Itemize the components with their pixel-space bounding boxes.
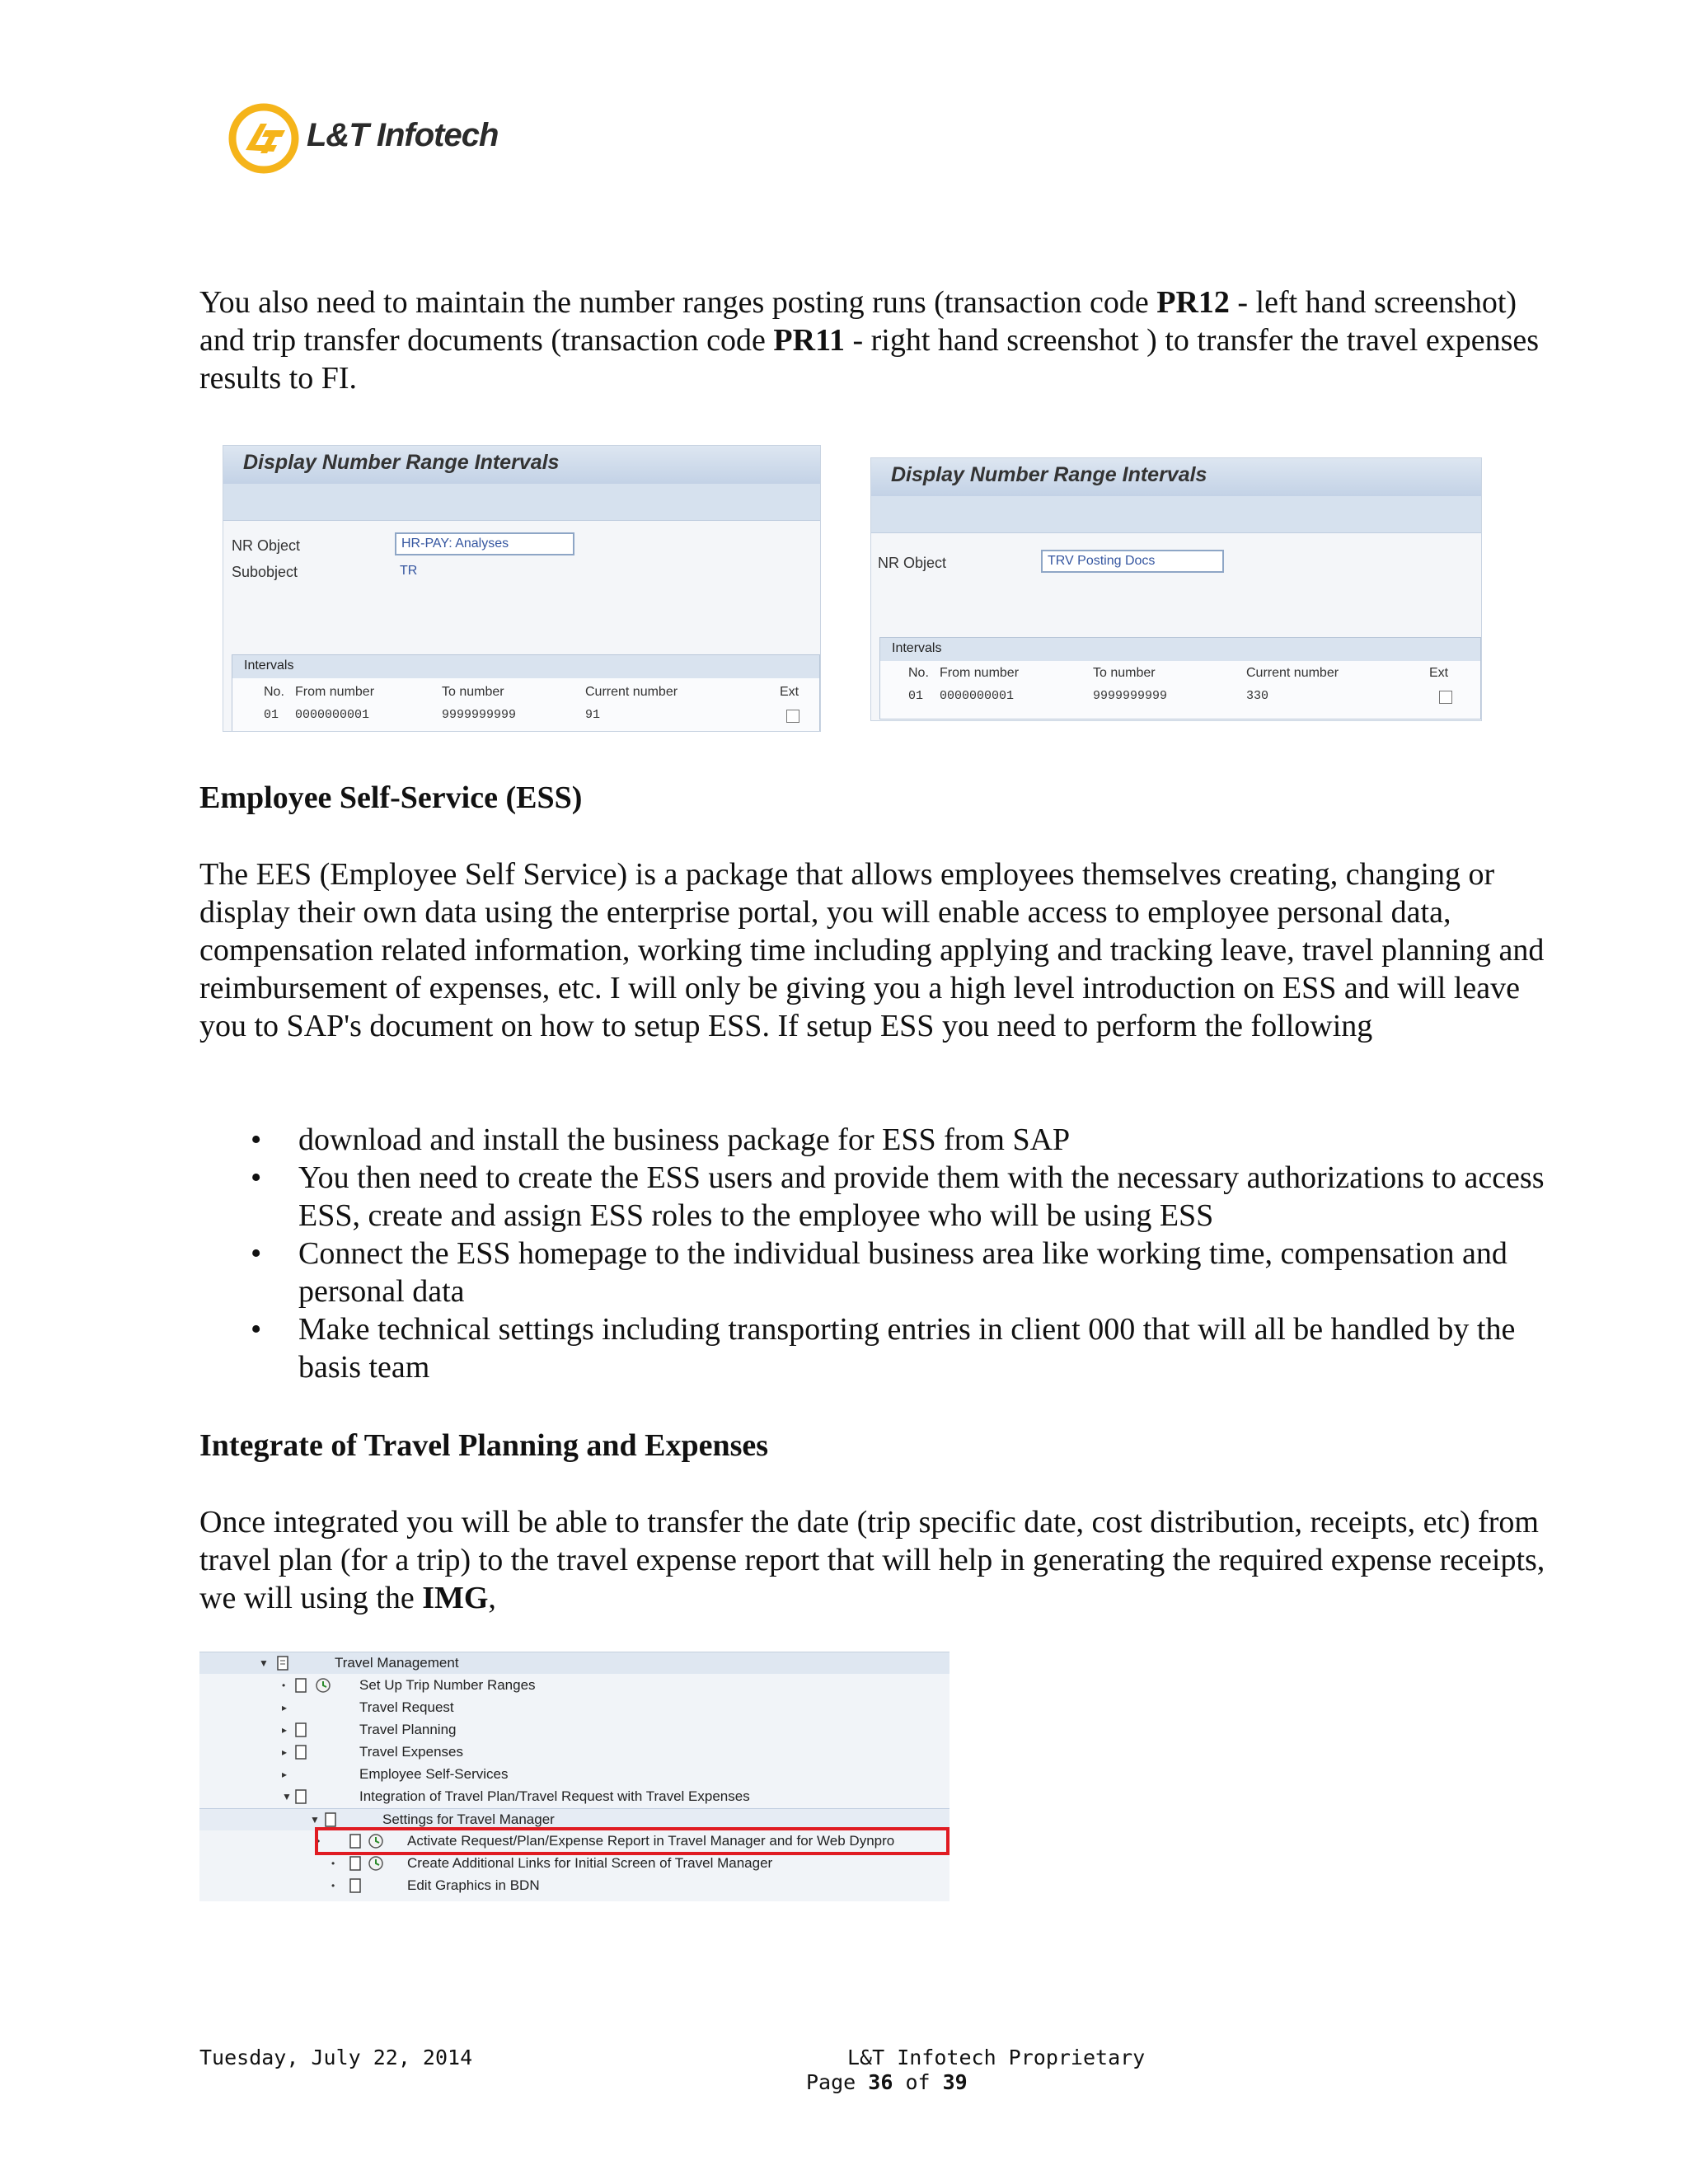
integrate-text-2: , <box>488 1581 496 1615</box>
bullet-icon: • <box>331 1858 335 1869</box>
screen-title: Display Number Range Intervals <box>223 446 820 484</box>
company-logo <box>227 102 499 176</box>
col-header: From number <box>940 666 1020 680</box>
footer-date: Tuesday, July 22, 2014 <box>199 2046 473 2069</box>
nr-object-label: NR Object <box>878 555 947 571</box>
logo-text: L&T Infotech <box>307 117 499 153</box>
intervals-title: Intervals <box>232 655 819 678</box>
expand-arrow-icon[interactable]: ▸ <box>282 1724 288 1736</box>
col-header: To number <box>442 685 504 699</box>
col-header: No. <box>264 685 284 699</box>
ext-checkbox[interactable] <box>1439 691 1452 704</box>
expand-arrow-icon[interactable]: ▼ <box>259 1657 269 1669</box>
expand-arrow-icon[interactable]: ▼ <box>282 1791 292 1802</box>
table-cell: 91 <box>585 708 601 722</box>
bullet-icon: • <box>331 1880 335 1891</box>
table-cell: 9999999999 <box>1093 689 1168 703</box>
nr-object-field[interactable]: HR-PAY: Analyses <box>395 532 574 555</box>
table-cell: 01 <box>264 708 279 722</box>
subobject-label: Subobject <box>232 564 298 580</box>
list-item: • Make technical settings including transporting entries in client 000 that will all be handled by the basis team <box>251 1312 1516 1385</box>
red-highlight-box <box>315 1827 950 1855</box>
expand-arrow-icon[interactable]: ▼ <box>310 1814 320 1825</box>
bullet-icon: • <box>316 1835 321 1847</box>
toolbar <box>871 496 1481 533</box>
table-cell: 0000000001 <box>940 689 1015 703</box>
ext-checkbox[interactable] <box>786 710 799 723</box>
intro-text-2: - left hand screenshot) and trip transfer documents (transaction code <box>199 285 1517 358</box>
img-tree-screenshot: ▼ Travel Management • Set Up Trip Number Ranges ▸ Travel Request ▸ Travel Planning ▸ Travel Expenses ▸ Employee Self-Services ▼ Integration of Travel Plan/Travel Request with Travel Expenses ▼ Settings for Travel Manager • Activate Request/Plan/Expense Report in Travel Manager and for Web Dynpro • Create Additional Links for Initial Screen of Travel Manager • Edit Graphics in BDN <box>199 1652 950 1901</box>
list-item: • You then need to create the ESS users and provide them with the necessary authorizations to access ESS, create and assign ESS roles to the employee who will be using ESS <box>251 1160 1545 1233</box>
expand-arrow-icon[interactable]: ▸ <box>282 1769 288 1780</box>
screen-body <box>223 521 820 732</box>
table-cell: 9999999999 <box>442 708 517 722</box>
document-icon <box>275 1655 292 1671</box>
toolbar <box>223 484 820 521</box>
transaction-code-pr11: PR11 <box>773 323 845 358</box>
expand-arrow-icon[interactable]: ▸ <box>282 1702 288 1713</box>
transaction-code-pr12: PR12 <box>1156 285 1230 320</box>
ess-bullet-list <box>199 1121 1551 1386</box>
subobject-value: TR <box>400 564 418 578</box>
table-cell: 01 <box>908 689 924 703</box>
screenshot-right <box>870 457 1482 721</box>
integrate-heading: Integrate of Travel Planning and Expenses <box>199 1428 769 1463</box>
col-header: Current number <box>585 685 678 699</box>
tree-row[interactable]: ▼ Settings for Travel Manager <box>199 1808 950 1830</box>
intro-text-1: You also need to maintain the number ranges posting runs (transaction code <box>199 285 1157 320</box>
ess-heading: Employee Self-Service (ESS) <box>199 780 583 815</box>
screenshot-left <box>223 445 821 732</box>
nr-object-label: NR Object <box>232 537 301 554</box>
list-item: • download and install the business package for ESS from SAP <box>251 1122 1071 1157</box>
col-header: From number <box>295 685 375 699</box>
screen-body <box>871 533 1481 721</box>
intervals-title: Intervals <box>880 638 1480 661</box>
execute-clock-icon[interactable] <box>315 1677 331 1694</box>
page-number: Page 36 of 39 <box>806 2070 968 2094</box>
nr-object-field[interactable]: TRV Posting Docs <box>1041 550 1224 573</box>
col-header: Current number <box>1246 666 1339 680</box>
execute-clock-icon[interactable] <box>368 1855 384 1872</box>
document-icon <box>293 1677 310 1694</box>
table-cell: 0000000001 <box>295 708 370 722</box>
document-icon <box>293 1722 310 1738</box>
list-item: • Connect the ESS homepage to the individual business area like working time, compensation and personal data <box>251 1236 1507 1309</box>
tree-row-travel-management[interactable]: ▼ Travel Management <box>199 1652 950 1674</box>
col-header: To number <box>1093 666 1156 680</box>
integrate-paragraph <box>199 1503 1551 1617</box>
lt-logo-icon <box>227 102 300 175</box>
document-icon <box>348 1855 364 1872</box>
expand-arrow-icon[interactable]: ▸ <box>282 1746 288 1758</box>
document-icon <box>293 1744 310 1760</box>
intervals-table <box>879 637 1481 719</box>
bullet-icon: • <box>282 1680 286 1691</box>
col-header: Ext <box>780 685 799 699</box>
col-header: No. <box>908 666 929 680</box>
screen-title: Display Number Range Intervals <box>871 458 1481 496</box>
col-header: Ext <box>1429 666 1449 680</box>
ess-paragraph: The EES (Employee Self Service) is a package that allows employees themselves creating, changing or display their own data using the enterprise portal, you will enable access to employee personal data, compensation related information, working time including applying and tracking leave, travel planning and reimbursement of expenses, etc. I will only be giving you a high level introduction on ESS and will leave you to SAP's document on how to setup ESS. If setup ESS you need to perform the following <box>199 857 1545 1043</box>
table-cell: 330 <box>1246 689 1269 703</box>
document-icon <box>348 1877 364 1894</box>
intervals-table <box>232 654 820 732</box>
intro-paragraph <box>199 284 1551 397</box>
document-icon <box>293 1788 310 1805</box>
intro-text-3: - right hand screenshot ) to transfer the travel expenses results to FI. <box>199 323 1540 396</box>
img-keyword: IMG <box>422 1581 489 1615</box>
document-icon <box>323 1811 340 1828</box>
integrate-text-1: Once integrated you will be able to transfer the date (trip specific date, cost distribution, receipts, etc) from travel plan (for a trip) to the travel expense report that will help in generating the required expense receipts, we will using the <box>199 1505 1545 1615</box>
footer-proprietary: L&T Infotech Proprietary <box>847 2046 1146 2069</box>
